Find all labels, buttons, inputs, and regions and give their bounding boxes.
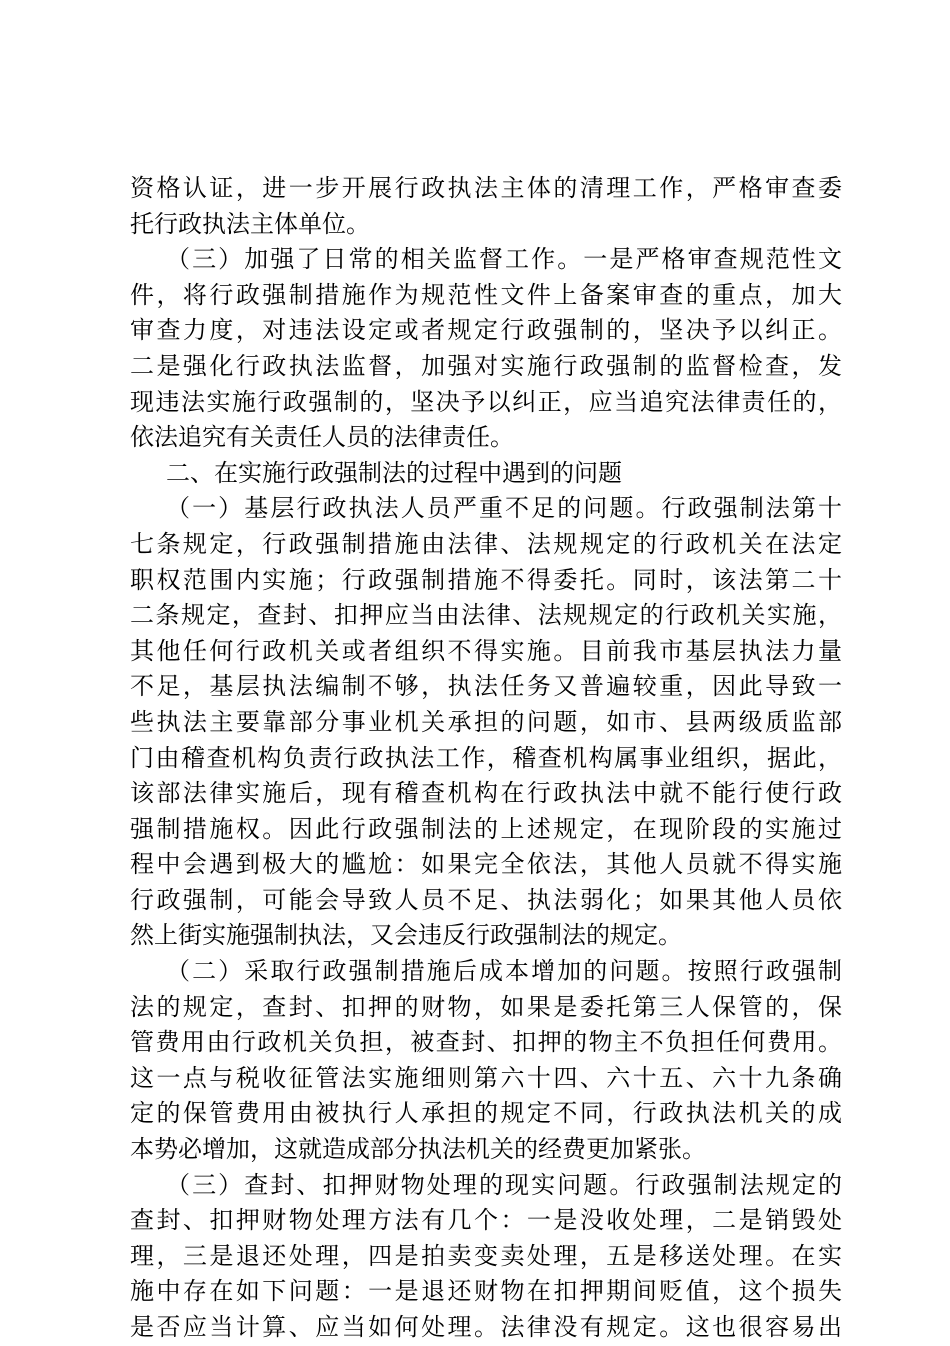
text-line: 然上街实施强制执法，又会违反行政强制法的规定。	[130, 921, 682, 950]
section-heading-2: （二）采取行政强制措施后成本增加的问题。按照行政强制	[166, 957, 842, 986]
text-line: 强制措施权。因此行政强制法的上述规定，在现阶段的实施过	[130, 814, 842, 843]
text-line: 门由稽查机构负责行政执法工作，稽查机构属事业组织，据此，	[130, 743, 842, 772]
text-line: 施中存在如下问题：一是退还财物在扣押期间贬值，这个损失	[130, 1277, 842, 1306]
text-line: 这一点与税收征管法实施细则第六十四、六十五、六十九条确	[130, 1063, 842, 1092]
text-line: 件，将行政强制措施作为规范性文件上备案审查的重点，加大	[130, 280, 842, 309]
text-line: 定的保管费用由被执行人承担的规定不同，行政执法机关的成	[130, 1099, 842, 1128]
text-line: 托行政执法主体单位。	[130, 209, 370, 238]
text-line: 现违法实施行政强制的，坚决予以纠正，应当追究法律责任的，	[130, 387, 842, 416]
text-line: 该部法律实施后，现有稽查机构在行政执法中就不能行使行政	[130, 779, 842, 808]
text-line: 本势必增加，这就造成部分执法机关的经费更加紧张。	[130, 1135, 706, 1164]
text-line: 管费用由行政机关负担，被查封、扣押的物主不负担任何费用。	[130, 1028, 842, 1057]
section-heading-1: （一）基层行政执法人员严重不足的问题。行政强制法第十	[166, 494, 842, 523]
part-two-heading: 二、在实施行政强制法的过程中遇到的问题	[166, 458, 622, 487]
text-line: 审查力度，对违法设定或者规定行政强制的，坚决予以纠正。	[130, 316, 842, 345]
text-line: 法的规定，查封、扣押的财物，如果是委托第三人保管的，保	[130, 992, 842, 1021]
text-line: 查封、扣押财物处理方法有几个：一是没收处理，二是销毁处	[130, 1206, 842, 1235]
text-line: 七条规定，行政强制措施由法律、法规规定的行政机关在法定	[130, 529, 842, 558]
section-heading-3: （三）加强了日常的相关监督工作。一是严格审查规范性文	[166, 245, 842, 274]
text-line: 理，三是退还处理，四是拍卖变卖处理，五是移送处理。在实	[130, 1241, 842, 1270]
text-line: 些执法主要靠部分事业机关承担的问题，如市、县两级质监部	[130, 707, 842, 736]
text-line: 不足，基层执法编制不够，执法任务又普遍较重，因此导致一	[130, 672, 842, 701]
document-body	[130, 171, 842, 1346]
text-line: 职权范围内实施；行政强制措施不得委托。同时，该法第二十	[130, 565, 842, 594]
text-line: 依法追究有关责任人员的法律责任。	[130, 423, 514, 452]
text-line: 程中会遇到极大的尴尬：如果完全依法，其他人员就不得实施	[130, 850, 842, 879]
text-line: 二是强化行政执法监督，加强对实施行政强制的监督检查，发	[130, 351, 842, 380]
text-line: 其他任何行政机关或者组织不得实施。目前我市基层执法力量	[130, 636, 842, 665]
text-line: 资格认证，进一步开展行政执法主体的清理工作，严格审查委	[130, 174, 842, 202]
section-heading-3b: （三）查封、扣押财物处理的现实问题。行政强制法规定的	[166, 1170, 842, 1199]
text-line: 是否应当计算、应当如何处理。法律没有规定。这也很容易出	[130, 1313, 842, 1341]
text-line: 行政强制，可能会导致人员不足、执法弱化；如果其他人员依	[130, 885, 842, 914]
text-line: 二条规定，查封、扣押应当由法律、法规规定的行政机关实施，	[130, 601, 842, 630]
